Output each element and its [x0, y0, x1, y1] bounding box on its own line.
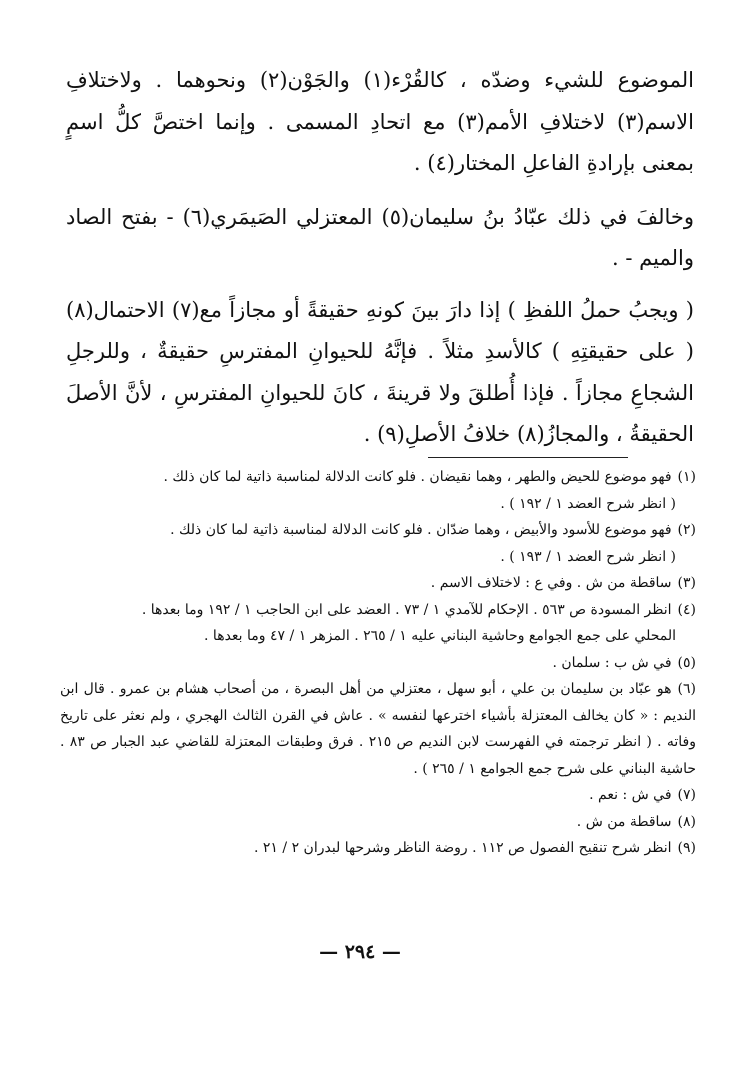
footnote-text: انظر شرح تنقيح الفصول ص ١١٢ . روضة الناظر وشرحها لبدران ٢ / ٢١ . [253, 840, 672, 856]
footnote-text: في ش : نعم . [589, 787, 672, 803]
main-text [66, 60, 694, 456]
footnote-number: (٦) [677, 681, 696, 697]
footnote-number: (٩) [677, 840, 696, 856]
footnote-number: (٥) [677, 654, 696, 671]
footnote-separator [428, 457, 628, 458]
footnote-number: (٤) [677, 601, 696, 618]
footnote-1 [60, 464, 696, 517]
main-paragraph-2: وخالفَ في ذلك عبّادُ بنُ سليمان(٥) المعتزلي الصَيمَري(٦) - بفتح الصاد والميم - . [66, 204, 694, 270]
footnote-number: (٣) [677, 575, 696, 591]
footnote-text-continued: ( انظر شرح العضد ١ / ١٩٢ ) . [500, 495, 676, 512]
page-number: — ٢٩٤ — [319, 941, 401, 963]
footnote-number: (٨) [677, 813, 696, 830]
footnote-4 [60, 597, 696, 650]
footnote-text: فهو موضوع للحيض والطهر ، وهما نقيضان . فلو كانت الدلالة لمناسبة ذاتية لما كان ذلك . [163, 469, 672, 485]
footnote-8 [60, 809, 696, 836]
footnote-text: ساقطة من ش . [576, 813, 672, 830]
footnote-number: (١) [677, 469, 696, 485]
footnote-5 [60, 650, 696, 677]
footnote-number: (٧) [677, 787, 696, 803]
footnote-text: فهو موضوع للأسود والأبيض ، وهما ضدّان . فلو كانت الدلالة لمناسبة ذاتية لما كان ذلك . [170, 522, 672, 538]
footnote-text: انظر المسودة ص ٥٦٣ . الإحكام للآمدي ١ / ٧٣ . العضد على ابن الحاجب ١ / ١٩٢ وما بعدها . [141, 601, 672, 618]
footnote-text-continued: المحلي على جمع الجوامع وحاشية البناني عليه ١ / ٢٦٥ . المزهر ١ / ٤٧ وما بعدها . [204, 628, 676, 644]
footnote-2 [60, 517, 696, 570]
main-paragraph-3: ( ويجبُ حملُ اللفظِ ) إذا دارَ بينَ كونهِ حقيقةً أو مجازاً مع(٧) الاحتمال(٨) ( على حقيقتِهِ ) كالأسدِ مثلاً . فإنَّهُ للحيوانِ المفترسِ حقيقةٌ ، وللرجلِ الشجاعِ مجازاً . فإذا أُطلقَ ولا قرينةَ ، كانَ للحيوانِ المفترسِ ، لأنَّ الأصلَ الحقيقةُ ، والمجازُ(٨) خلافُ الأصلِ(٩) . [66, 297, 694, 446]
footnote-7 [60, 782, 696, 809]
footnote-number: (٢) [677, 522, 696, 538]
footnote-9 [60, 835, 696, 862]
main-paragraph-1: الموضوع للشيء وضدّه ، كالقُرْء(١) والجَوْن(٢) ونحوهما . ولاختلافِ الاسم(٣) لاختلافِ الأمم(٣) مع اتحادِ المسمى . وإنما اختصَّ كلُّ اسمٍ بمعنى بإرادةِ الفاعلِ المختار(٤) . [66, 68, 694, 175]
footnote-text: في ش ب : سلمان . [552, 654, 672, 671]
footnote-text: ساقطة من ش . وفي ع : لاختلاف الاسم . [430, 575, 672, 591]
footnote-text-continued: ( انظر شرح العضد ١ / ١٩٣ ) . [500, 548, 676, 565]
footnote-6 [60, 676, 696, 782]
footnote-3 [60, 570, 696, 597]
footnotes [60, 464, 696, 862]
footnote-text: هو عبّاد بن سليمان بن علي ، أبو سهل ، معتزلي من أهل البصرة ، من أصحاب هشام بن عمرو . قال ابن النديم : « كان يخالف المعتزلة بأشياء اخترعها لنفسه » . عاش في القرن الثالث الهجري ، ولم نعثر على تاريخ وفاته . ( انظر ترجمته في الفهرست لابن النديم ص ٢١٥ . فرق وطبقات المعتزلة للقاضي عبد الجبار ص ٨٣ . حاشية البناني على شرح جمع الجوامع ١ / ٢٦٥ ) . [60, 681, 697, 777]
